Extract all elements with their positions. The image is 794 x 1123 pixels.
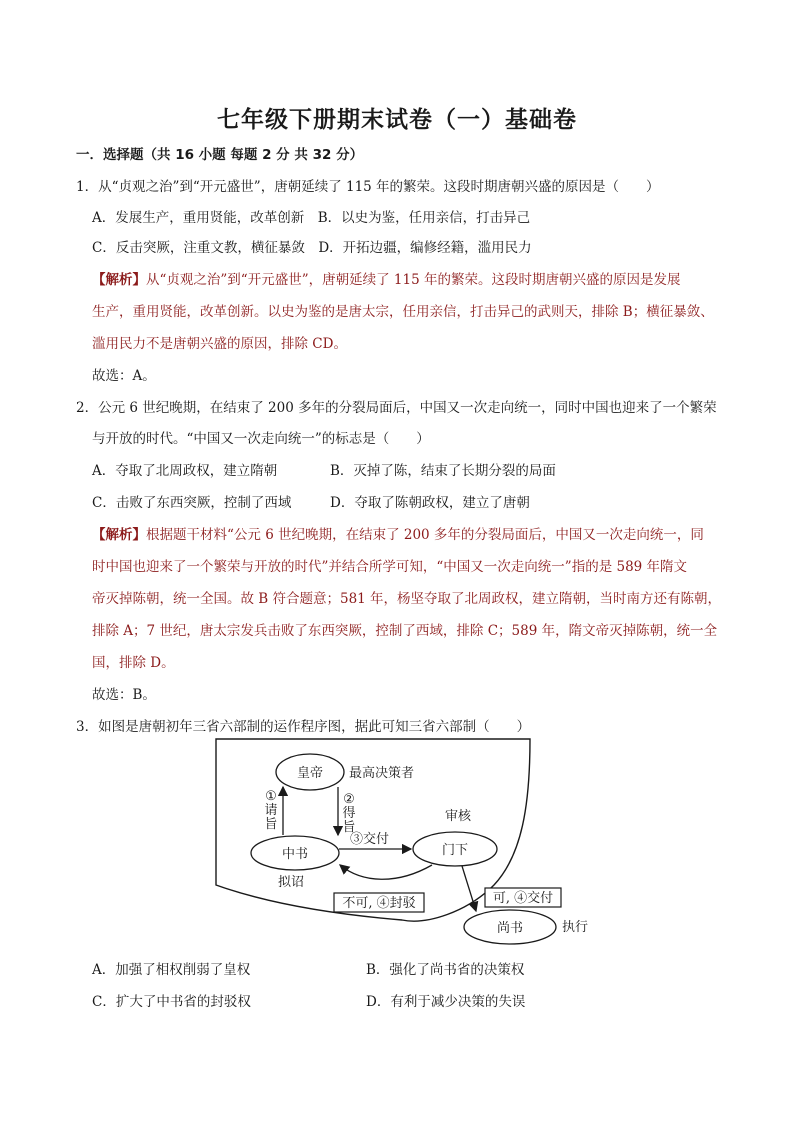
question-1-analysis-line-3: 滥用民力不是唐朝兴盛的原因，排除 CD。	[92, 336, 347, 352]
question-2-analysis-line-5: 国，排除 D。	[92, 655, 175, 671]
analysis-tag: 【解析】	[92, 527, 146, 543]
question-3-stem: 3．如图是唐朝初年三省六部制的运作程序图，据此可知三省六部制（ ）	[76, 719, 531, 735]
question-3-option-a: A．加强了相权削弱了皇权	[92, 962, 251, 978]
question-3-option-b: B．强化了尚书省的决策权	[366, 962, 525, 978]
execute-label: 执行	[562, 920, 589, 935]
question-1-analysis-line-1	[92, 271, 680, 289]
question-2-answer: 故选：B。	[92, 687, 156, 703]
question-1-answer: 故选：A。	[92, 368, 156, 384]
analysis-text: 从“贞观之治”到“开元盛世”，唐朝延续了 115 年的繁荣。这段时期唐朝兴盛的原因是发展	[146, 272, 681, 288]
review-label: 审核	[445, 809, 472, 824]
three-departments-diagram	[212, 735, 612, 950]
step2-char-1: 得	[342, 806, 356, 821]
zhongshu-label: 中书	[281, 847, 309, 862]
question-2-option-a: A．夺取了北周政权，建立隋朝	[92, 463, 278, 479]
draft-label: 拟诏	[278, 875, 305, 890]
menxia-label: 门下	[441, 843, 469, 858]
question-3-option-d: D．有利于减少决策的失误	[366, 994, 526, 1010]
step1-char-1: 请	[264, 803, 278, 818]
step1-number: ①	[265, 789, 277, 804]
question-2-option-d: D．夺取了陈朝政权，建立了唐朝	[330, 495, 530, 511]
step1-char-2: 旨	[264, 817, 278, 832]
question-2-stem-line-2: 与开放的时代。“中国又一次走向统一”的标志是（ ）	[92, 431, 430, 447]
question-2-option-b: B．灭掉了陈，结束了长期分裂的局面	[330, 463, 556, 479]
analysis-text: 根据题干材料“公元 6 世纪晚期，在结束了 200 多年的分裂局面后，中国又一次走向统一，同	[146, 527, 704, 543]
step3-label: ③交付	[350, 832, 390, 847]
approve-label: 可, ④交付	[492, 891, 554, 906]
question-1-options-cd: C．反击突厥，注重文教，横征暴敛 D．开拓边疆，编修经籍，滥用民力	[92, 240, 532, 256]
section-heading: 一．选择题（共 16 小题 每题 2 分 共 32 分）	[76, 147, 364, 163]
step2-char-2: 旨	[342, 820, 356, 835]
page-title: 七年级下册期末试卷（一）基础卷	[217, 107, 577, 133]
emperor-label: 皇帝	[296, 766, 324, 781]
question-3-option-c: C．扩大了中书省的封驳权	[92, 994, 251, 1010]
question-1-stem: 1．从“贞观之治”到“开元盛世”，唐朝延续了 115 年的繁荣。这段时期唐朝兴盛的原因是（ ）	[76, 179, 660, 195]
shangshu-label: 尚书	[496, 921, 524, 936]
question-2-option-c: C．击败了东西突厥，控制了西域	[92, 495, 292, 511]
question-2-analysis-line-1	[92, 526, 704, 544]
step2-number: ②	[343, 792, 355, 807]
question-1-options-ab: A．发展生产，重用贤能，改革创新 B．以史为鉴，任用亲信，打击异己	[92, 210, 531, 226]
reject-label: 不可, ④封驳	[342, 896, 416, 911]
question-2-analysis-line-2: 时中国也迎来了一个繁荣与开放的时代”并结合所学可知，“中国又一次走向统一”指的是 589 年隋文	[92, 559, 688, 575]
question-2-analysis-line-3: 帝灭掉陈朝，统一全国。故 B 符合题意；581 年，杨坚夺取了北周政权，建立隋朝，当时南方还有陈朝，	[92, 591, 722, 607]
question-2-stem-line-1: 2．公元 6 世纪晚期，在结束了 200 多年的分裂局面后，中国又一次走向统一，同时中国也迎来了一个繁荣	[76, 400, 717, 416]
question-2-analysis-line-4: 排除 A；7 世纪，唐太宗发兵击败了东西突厥，控制了西域，排除 C；589 年，隋文帝灭掉陈朝，统一全	[92, 623, 718, 639]
question-1-analysis-line-2: 生产，重用贤能，改革创新。以史为鉴的是唐太宗，任用亲信，打击异己的武则天，排除 B；横征暴敛、	[92, 304, 714, 320]
analysis-tag: 【解析】	[92, 272, 146, 288]
reject-arrow	[340, 865, 432, 879]
top-decider-label: 最高决策者	[349, 766, 415, 781]
